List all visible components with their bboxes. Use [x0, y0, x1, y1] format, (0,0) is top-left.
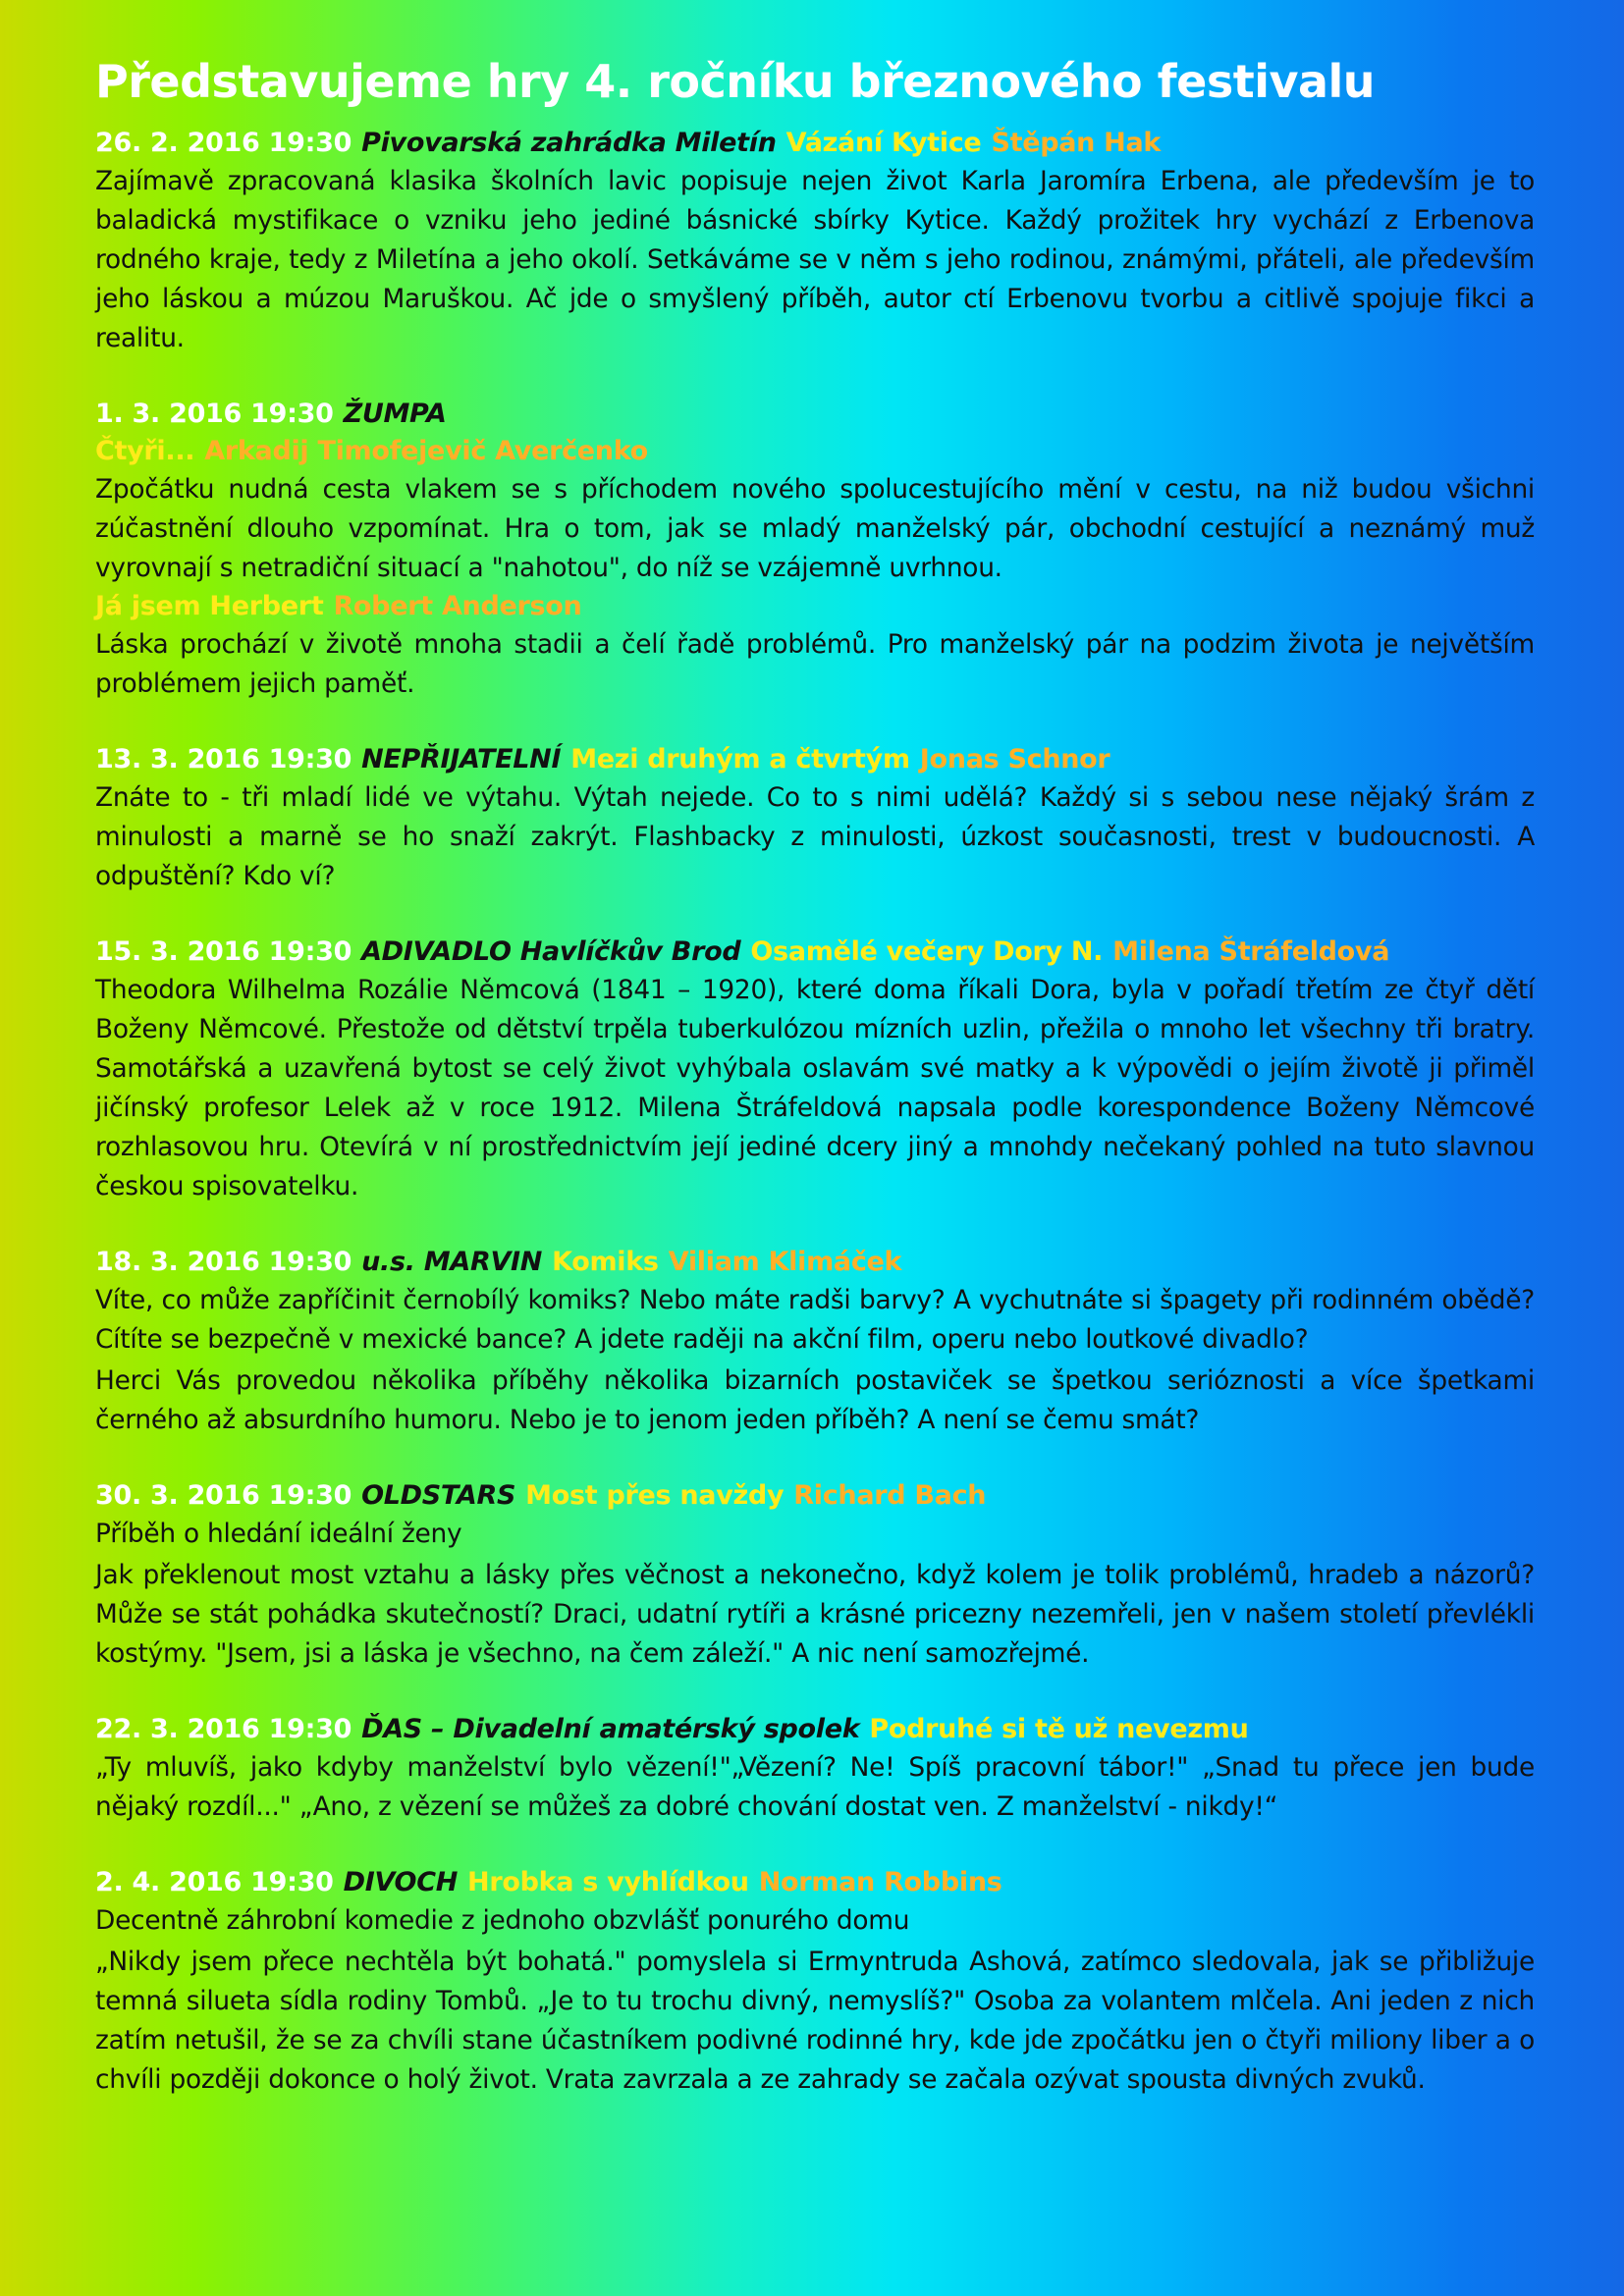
- event-date: 1. 3. 2016 19:30: [95, 398, 334, 429]
- event-author: Richard Bach: [793, 1479, 987, 1511]
- event-group: ADIVADLO Havlíčkův Brod: [361, 935, 741, 967]
- event-subtitle: Příběh o hledání ideální ženy: [95, 1518, 462, 1549]
- event-description: „Ty mluvíš, jako kdyby manželství bylo vězení!"„Vězení? Ne! Spíš pracovní tábor!" „Snad tu přece jen bude nějaký rozdíl..." „Ano, z vězení se můžeš za dobré chování dostat ven. Z manželství - nikdy!“: [95, 1751, 1535, 1822]
- event-group: ĎAS – Divadelní amatérský spolek: [361, 1713, 860, 1744]
- event-item: [95, 1864, 1535, 2100]
- event-play: Most přes navždy: [525, 1479, 785, 1511]
- event-subtitle: Decentně záhrobní komedie z jednoho obzvlášť ponurého domu: [95, 1904, 910, 1936]
- event-author: Norman Robbins: [758, 1866, 1002, 1897]
- event-group: NEPŘIJATELNÍ: [361, 743, 562, 774]
- event-date: 15. 3. 2016 19:30: [95, 935, 352, 967]
- event-date: 22. 3. 2016 19:30: [95, 1713, 352, 1744]
- event-description: Zpočátku nudná cesta vlakem se s příchodem nového spolucestujícího mění v cestu, na niž budou všichni zúčastnění dlouho vzpomínat. Hra o tom, jak se mladý manželský pár, obchodní cestující a neznámý muž vyrovnají s netradiční situací a "nahotou", do níž se vzájemně uvrhnou.: [95, 473, 1535, 583]
- program-page: [95, 54, 1535, 2137]
- event-play: Hrobka s vyhlídkou: [467, 1866, 749, 1897]
- event-group: ŽUMPA: [343, 398, 447, 429]
- event-item: [95, 1711, 1535, 1827]
- event-description: „Nikdy jsem přece nechtěla být bohatá." pomyslela si Ermyntruda Ashová, zatímco sledovala, jak se přibližuje temná silueta sídla rodiny Tombů. „Je to tu trochu divný, nemyslíš?" Osoba za volantem mlčela. Ani jeden z nich zatím netušil, že se za chvíli stane účastníkem podivné rodinné hry, kde jde zpočátku jen o čtyři miliony liber a o chvíli později dokonce o holý život. Vrata zavrzala a ze zahrady se začala ozývat spousta divných zvuků.: [95, 1946, 1535, 2095]
- event-date: 30. 3. 2016 19:30: [95, 1479, 352, 1511]
- event-group: DIVOCH: [343, 1866, 459, 1897]
- event-header: [95, 741, 1535, 778]
- event-header: [95, 1477, 1535, 1515]
- event-play: Vázání Kytice: [785, 127, 982, 158]
- event-play: Osamělé večery Dory N.: [750, 935, 1104, 967]
- event-item: [95, 125, 1535, 358]
- event-date: 2. 4. 2016 19:30: [95, 1866, 334, 1897]
- event-author: Štěpán Hak: [991, 127, 1162, 158]
- event-item: [95, 396, 1535, 704]
- event-header: [95, 125, 1535, 162]
- event-date: 13. 3. 2016 19:30: [95, 743, 352, 774]
- event-author: Robert Anderson: [333, 590, 582, 621]
- event-item: [95, 1244, 1535, 1440]
- event-date: 18. 3. 2016 19:30: [95, 1246, 352, 1277]
- event-description: Víte, co může zapříčinit černobílý komiks? Nebo máte radši barvy? A vychutnáte si špagety při rodinném obědě? Cítíte se bezpečně v mexické bance? A jdete raději na akční film, operu nebo loutkové divadlo?: [95, 1284, 1535, 1355]
- event-group: OLDSTARS: [361, 1479, 516, 1511]
- event-header: [95, 934, 1535, 971]
- page-title: Představujeme hry 4. ročníku březnového festivalu: [95, 55, 1376, 108]
- event-header: [95, 396, 1535, 433]
- event-subplay-header: [95, 588, 1535, 625]
- event-date: 26. 2. 2016 19:30: [95, 127, 352, 158]
- event-item: [95, 741, 1535, 896]
- event-author: Viliam Klimáček: [668, 1246, 902, 1277]
- event-item: [95, 934, 1535, 1206]
- event-play: Mezi druhým a čtvrtým: [570, 743, 910, 774]
- event-group: u.s. MARVIN: [361, 1246, 543, 1277]
- event-group: Pivovarská zahrádka Miletín: [361, 127, 777, 158]
- event-author: Milena Štráfeldová: [1112, 935, 1390, 967]
- event-description: Zajímavě zpracovaná klasika školních lavic popisuje nejen život Karla Jaromíra Erbena, ale především je to baladická mystifikace o vzniku jeho jediné básnické sbírky Kytice. Každý prožitek hry vychází z Erbenova rodného kraje, tedy z Miletína a jeho okolí. Setkáváme se v něm s jeho rodinou, známými, přáteli, ale především jeho láskou a múzou Maruškou. Ač jde o smyšlený příběh, autor ctí Erbenovu tvorbu a citlivě spojuje fikci a realitu.: [95, 165, 1535, 353]
- event-author: Jonas Schnor: [919, 743, 1110, 774]
- event-description: Znáte to - tři mladí lidé ve výtahu. Výtah nejede. Co to s nimi udělá? Každý si s sebou nese nějaký šrám z minulosti a marně se ho snaží zakrýt. Flashbacky z minulosti, úzkost současnosti, trest v budoucnosti. A odpuštění? Kdo ví?: [95, 781, 1535, 891]
- event-play: Podruhé si tě už nevezmu: [869, 1713, 1249, 1744]
- event-description: Herci Vás provedou několika příběhy několika bizarních postaviček se špetkou serióznosti a více špetkami černého až absurdního humoru. Nebo je to jenom jeden příběh? A není se čemu smát?: [95, 1364, 1535, 1435]
- event-subplay-header: [95, 433, 1535, 470]
- event-description: Láska prochází v životě mnoha stadii a čelí řadě problémů. Pro manželský pár na podzim života je největším problémem jejich paměť.: [95, 628, 1535, 699]
- event-play: Já jsem Herbert: [95, 590, 324, 621]
- event-header: [95, 1244, 1535, 1281]
- event-play: Komiks: [552, 1246, 659, 1277]
- event-description: Theodora Wilhelma Rozálie Němcová (1841 – 1920), které doma říkali Dora, byla v pořadí třetím ze čtyř dětí Boženy Němcové. Přestože od dětství trpěla tuberkulózou mízních uzlin, přežila o mnoho let všechny tři bratry. Samotářská a uzavřená bytost se celý život vyhýbala oslavám své matky a k výpovědi o jejím životě ji přiměl jičínský profesor Lelek až v roce 1912. Milena Štráfeldová napsala podle korespondence Boženy Němcové rozhlasovou hru. Otevírá v ní prostřednictvím její jediné dcery jiný a mnohdy nečekaný pohled na tuto slavnou českou spisovatelku.: [95, 974, 1535, 1201]
- event-header: [95, 1711, 1535, 1748]
- event-description: Jak překlenout most vztahu a lásky přes věčnost a nekonečno, když kolem je tolik problémů, hradeb a názorů? Může se stát pohádka skutečností? Draci, udatní rytíři a krásné pricezny nezemřeli, jen v našem století převlékli kostýmy. "Jsem, jsi a láska je všechno, na čem záleží." A nic není samozřejmé.: [95, 1559, 1535, 1669]
- event-play: Čtyři...: [95, 435, 195, 466]
- event-author: Arkadij Timofejevič Averčenko: [204, 435, 648, 466]
- event-item: [95, 1477, 1535, 1674]
- event-header: [95, 1864, 1535, 1901]
